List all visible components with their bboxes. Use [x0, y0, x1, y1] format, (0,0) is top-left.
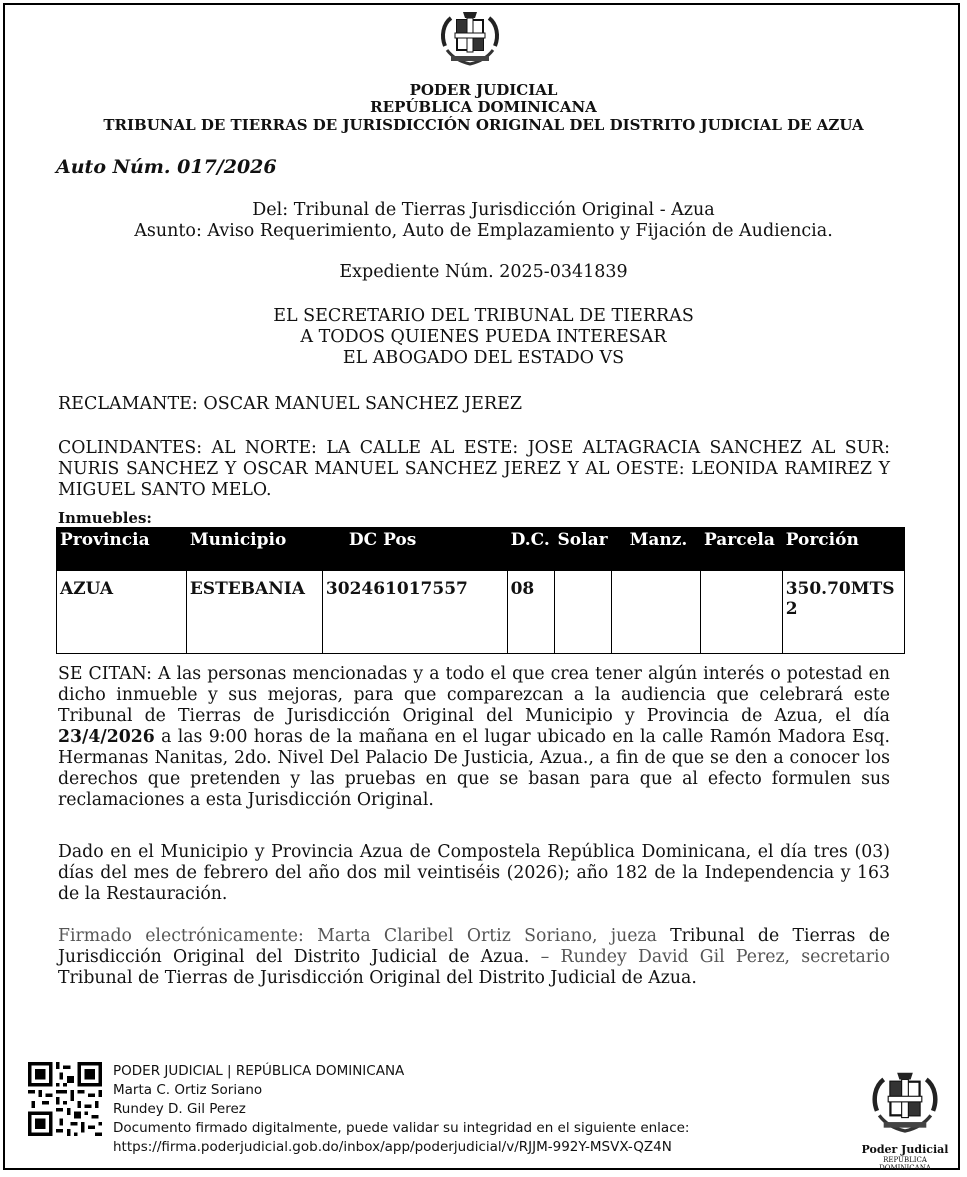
- se-citan-text-1: SE CITAN: A las personas mencionadas y a todo el que crea tener algún interés o potestad en dicho inmueble y sus mejoras, para que comparezcan a la audiencia que celebrará este Tribunal de Tierras de Jurisdicción Original del Municipio y Provincia de Azua, el día: [58, 664, 890, 726]
- notice-line-2: A TODOS QUIENES PUEDA INTERESAR: [300, 327, 667, 347]
- asunto-line: Asunto: Aviso Requerimiento, Auto de Emplazamiento y Fijación de Audiencia.: [134, 221, 833, 241]
- firma-tribunal-2: Tribunal de Tierras de Jurisdicción Original del Distrito Judicial de Azua.: [58, 968, 697, 988]
- coat-of-arms-seal: [858, 1066, 952, 1172]
- seal-title: Poder Judicial: [861, 1143, 949, 1156]
- cell-municipio: ESTEBANIA: [186, 571, 322, 654]
- firma-secretario: – Rundey David Gil Perez, secretario: [529, 947, 890, 967]
- col-solar: Solar: [554, 528, 611, 571]
- cell-provincia: AZUA: [57, 571, 187, 654]
- reclamante: RECLAMANTE: OSCAR MANUEL SANCHEZ JEREZ: [58, 394, 523, 414]
- firma-paragraph: [58, 926, 890, 989]
- col-dc-pos: DC Pos: [322, 528, 507, 571]
- col-manz: Manz.: [611, 528, 700, 571]
- expediente-number: Expediente Núm. 2025-0341839: [339, 262, 628, 282]
- notice-line-3: EL ABOGADO DEL ESTADO VS: [342, 348, 625, 368]
- footer-poder-judicial: PODER JUDICIAL | REPÚBLICA DOMINICANA: [113, 1063, 405, 1079]
- cell-parcela: [700, 571, 782, 654]
- table-header-row: [57, 528, 905, 571]
- seal-subtitle: REPÚBLICA DOMINICANA: [879, 1156, 931, 1172]
- header-poder-judicial: PODER JUDICIAL: [409, 81, 558, 99]
- footer-validation-link[interactable]: https://firma.poderjudicial.gob.do/inbox/app/poderjudicial/v/RJJM-992Y-MSVX-QZ4N: [113, 1139, 672, 1155]
- coat-of-arms-icon: [437, 6, 503, 72]
- cell-dc-pos: 302461017557: [322, 571, 507, 654]
- se-citan-text-2: a las 9:00 horas de la mañana en el lugar ubicado en la calle Ramón Madora Esq. Hermanas Nanitas, 2do. Nivel Del Palacio De Justicia, Azua., a fin de que se den a conocer los derechos que pretenden y las pruebas en que se basan para que al efecto formulen sus reclamaciones a esta Jurisdicción Original.: [58, 727, 890, 810]
- notice-line-1: EL SECRETARIO DEL TRIBUNAL DE TIERRAS: [273, 306, 694, 326]
- se-citan-paragraph: [58, 664, 890, 811]
- header-tribunal: TRIBUNAL DE TIERRAS DE JURISDICCIÓN ORIGINAL DEL DISTRITO JUDICIAL DE AZUA: [103, 116, 864, 134]
- auto-number: Auto Núm. 017/2026: [56, 156, 277, 178]
- footer-signer-2: Rundey D. Gil Perez: [113, 1101, 246, 1117]
- header-republica: REPÚBLICA DOMINICANA: [370, 98, 597, 116]
- qr-code-icon[interactable]: [28, 1062, 102, 1136]
- firma-jueza: Firmado electrónicamente: Marta Claribel Ortiz Soriano, jueza: [58, 926, 657, 946]
- inmuebles-table: [56, 527, 905, 654]
- col-porcion: Porción: [782, 528, 904, 571]
- col-municipio: Municipio: [186, 528, 322, 571]
- firma-tribunal-1: Tribunal de Tierras de Jurisdicción Original del Distrito Judicial de Azua.: [58, 926, 890, 967]
- col-parcela: Parcela: [700, 528, 782, 571]
- colindantes: COLINDANTES: AL NORTE: LA CALLE AL ESTE: JOSE ALTAGRACIA SANCHEZ AL SUR: NURIS SANCHEZ Y OSCAR MANUEL SANCHEZ JEREZ Y AL OESTE: LEONIDA RAMIREZ Y MIGUEL SANTO MELO.: [58, 438, 890, 500]
- col-dc: D.C.: [507, 528, 554, 571]
- digital-signature-block: [113, 1062, 689, 1157]
- cell-manz: [611, 571, 700, 654]
- footer-validation-note: Documento firmado digitalmente, puede validar su integridad en el siguiente enlace:: [113, 1120, 690, 1136]
- dado-paragraph: Dado en el Municipio y Provincia Azua de Compostela República Dominicana, el día tres (03) días del mes de febrero del año dos mil veintiséis (2026); año 182 de la Independencia y 163 de la Restauración.: [58, 842, 890, 904]
- cell-porcion: 350.70MTS2: [782, 571, 904, 654]
- table-row: [57, 571, 905, 654]
- col-provincia: Provincia: [57, 528, 187, 571]
- footer-signer-1: Marta C. Ortiz Soriano: [113, 1082, 263, 1098]
- cell-dc: 08: [507, 571, 554, 654]
- inmuebles-label: Inmuebles:: [58, 509, 152, 527]
- coat-of-arms-seal-icon: [863, 1066, 947, 1140]
- cell-solar: [554, 571, 611, 654]
- del-line: Del: Tribunal de Tierras Jurisdicción Original - Azua: [252, 200, 715, 220]
- hearing-date: 23/4/2026: [58, 727, 155, 747]
